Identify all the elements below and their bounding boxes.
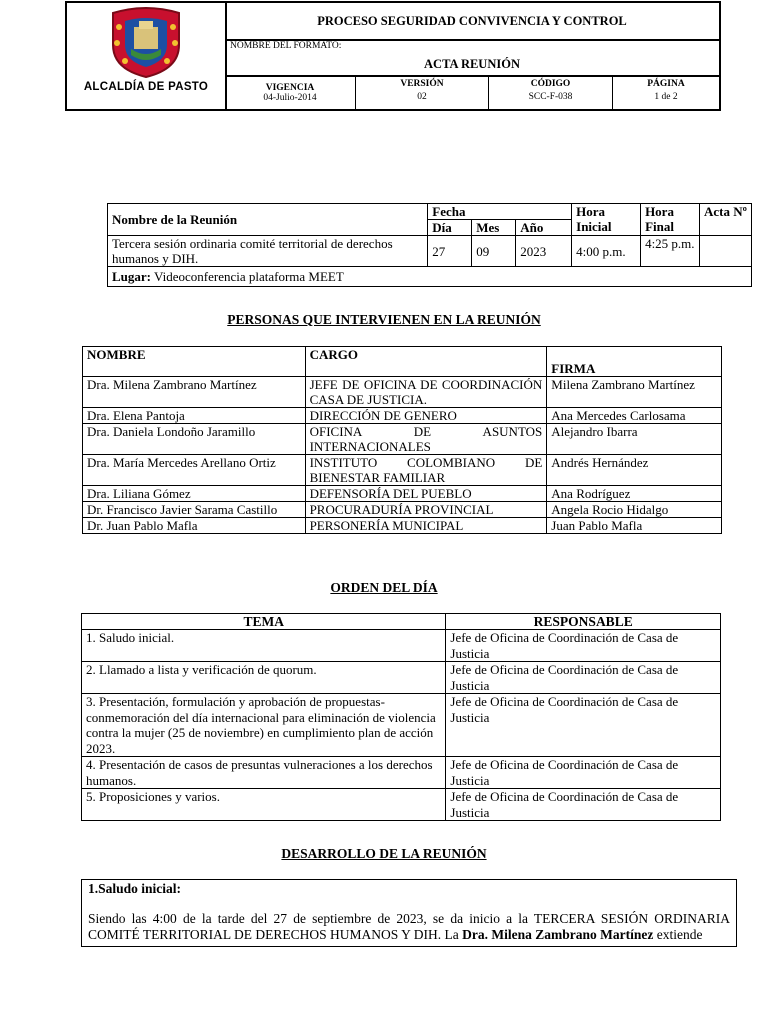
document-header xyxy=(65,1,721,111)
version-label: VERSIÓN xyxy=(400,79,444,89)
agenda-topic: 1. Saludo inicial. xyxy=(82,630,446,662)
table-row xyxy=(83,455,722,486)
pagina-value: 1 de 2 xyxy=(654,92,678,102)
attendee-signature: Andrés Hernández xyxy=(547,455,722,486)
format-name: ACTA REUNIÓN xyxy=(424,57,520,71)
attendee-signature: Alejandro Ibarra xyxy=(547,424,722,455)
agenda-responsible: Jefe de Oficina de Coordinación de Casa de Justicia xyxy=(446,630,721,662)
meeting-hora-inicial: 4:00 p.m. xyxy=(572,236,641,267)
attendee-name: Dra. María Mercedes Arellano Ortiz xyxy=(83,455,306,486)
municipality-name: ALCALDÍA DE PASTO xyxy=(83,81,209,93)
meeting-hora-final: 4:25 p.m. xyxy=(641,236,700,267)
hora-final-label: Hora Final xyxy=(641,204,700,236)
agenda-responsible: Jefe de Oficina de Coordinación de Casa de Justicia xyxy=(446,789,721,821)
mes-label: Mes xyxy=(472,220,516,236)
ano-label: Año xyxy=(516,220,572,236)
format-label: NOMBRE DEL FORMATO: xyxy=(230,41,342,51)
development-paragraph xyxy=(88,911,730,943)
dia-label: Día xyxy=(428,220,472,236)
version-cell xyxy=(356,75,489,109)
pagina-cell xyxy=(613,75,719,109)
agenda-topic: 2. Llamado a lista y verificación de quorum. xyxy=(82,662,446,694)
lugar-row xyxy=(108,267,752,287)
attendee-signature: Milena Zambrano Martínez xyxy=(547,377,722,408)
order-section-title: ORDEN DEL DÍA xyxy=(330,580,438,595)
attendee-role: OFICINA DE ASUNTOS INTERNACIONALES xyxy=(305,424,547,455)
version-value: 02 xyxy=(417,92,427,102)
codigo-value: SCC-F-038 xyxy=(528,92,573,102)
agenda-topic: 3. Presentación, formulación y aprobación de propuestas-conmemoración del día internacional para eliminación de violencia contra la mujer (25 de noviembre) en cumplimiento plan de acción 2023. xyxy=(82,694,446,757)
agenda-responsible: Jefe de Oficina de Coordinación de Casa de Justicia xyxy=(446,757,721,789)
attendee-signature: Angela Rocio Hidalgo xyxy=(547,502,722,518)
vigencia-label: VIGENCIA xyxy=(265,83,315,93)
agenda-topic: 4. Presentación de casos de presuntas vulneraciones a los derechos humanos. xyxy=(82,757,446,789)
table-row xyxy=(83,486,722,502)
pagina-label: PÁGINA xyxy=(647,79,685,89)
lugar-label: Lugar: xyxy=(112,269,151,284)
logo-cell xyxy=(67,3,227,109)
meeting-dia: 27 xyxy=(428,236,472,267)
attendee-name: Dra. Elena Pantoja xyxy=(83,408,306,424)
attendee-role: DEFENSORÍA DEL PUEBLO xyxy=(305,486,547,502)
table-row xyxy=(83,377,722,408)
attendee-role: DIRECCIÓN DE GENERO xyxy=(305,408,547,424)
development-box xyxy=(81,879,737,947)
table-row xyxy=(82,630,721,662)
attendee-role: PROCURADURÍA PROVINCIAL xyxy=(305,502,547,518)
table-row xyxy=(82,789,721,821)
meeting-ano: 2023 xyxy=(516,236,572,267)
agenda-responsible: Jefe de Oficina de Coordinación de Casa de Justicia xyxy=(446,662,721,694)
agenda-topic: 5. Proposiciones y varios. xyxy=(82,789,446,821)
process-title: PROCESO SEGURIDAD CONVIVENCIA Y CONTROL xyxy=(225,3,719,41)
table-row xyxy=(82,757,721,789)
col-cargo-header: CARGO xyxy=(305,347,547,377)
meeting-info-table xyxy=(107,203,752,287)
fecha-label: Fecha xyxy=(428,204,572,220)
attendee-signature: Juan Pablo Mafla xyxy=(547,518,722,534)
development-text-end: extiende xyxy=(653,927,703,942)
table-row xyxy=(82,662,721,694)
table-row xyxy=(83,408,722,424)
attendees-table xyxy=(82,346,722,534)
attendee-name: Dra. Liliana Gómez xyxy=(83,486,306,502)
agenda-responsible: Jefe de Oficina de Coordinación de Casa de Justicia xyxy=(446,694,721,757)
agenda-table xyxy=(81,613,721,821)
meeting-name-label: Nombre de la Reunión xyxy=(108,204,428,236)
col-tema-header: TEMA xyxy=(82,614,446,630)
col-nombre-header: NOMBRE xyxy=(83,347,306,377)
development-text-start: Siendo las 4:00 de la tarde del 27 de septiembre de 2023, se da inicio a la TERCERA SESIÓN ORDINARIA COMITÉ TERRITORIAL DE DERECHOS HUMANOS Y DIH. La xyxy=(88,911,730,942)
vigencia-value: 04-Julio-2014 xyxy=(263,93,317,103)
table-row xyxy=(83,502,722,518)
attendee-role: JEFE DE OFICINA DE COORDINACIÓN CASA DE JUSTICIA. xyxy=(305,377,547,408)
attendee-role: PERSONERÍA MUNICIPAL xyxy=(305,518,547,534)
col-firma-header: FIRMA xyxy=(547,347,722,377)
people-section-title: PERSONAS QUE INTERVIENEN EN LA REUNIÓN xyxy=(227,312,541,327)
attendee-name: Dra. Milena Zambrano Martínez xyxy=(83,377,306,408)
coat-of-arms-logo xyxy=(101,5,191,79)
attendee-role: INSTITUTO COLOMBIANO DE BIENESTAR FAMILIAR xyxy=(305,455,547,486)
attendee-name: Dr. Francisco Javier Sarama Castillo xyxy=(83,502,306,518)
hora-inicial-label: Hora Inicial xyxy=(572,204,641,236)
attendee-name: Dra. Daniela Londoño Jaramillo xyxy=(83,424,306,455)
lugar-value: Videoconferencia plataforma MEET xyxy=(154,269,344,284)
acta-label: Acta Nº xyxy=(700,204,752,236)
attendee-signature: Ana Mercedes Carlosama xyxy=(547,408,722,424)
table-row xyxy=(82,694,721,757)
attendee-signature: Ana Rodríguez xyxy=(547,486,722,502)
col-responsable-header: RESPONSABLE xyxy=(446,614,721,630)
table-row xyxy=(83,518,722,534)
codigo-label: CÓDIGO xyxy=(530,79,571,89)
meeting-mes: 09 xyxy=(472,236,516,267)
meeting-name: Tercera sesión ordinaria comité territorial de derechos humanos y DIH. xyxy=(108,236,428,267)
codigo-cell xyxy=(489,75,613,109)
vigencia-cell xyxy=(225,75,356,109)
development-section-title: DESARROLLO DE LA REUNIÓN xyxy=(281,846,487,861)
development-text-bold: Dra. Milena Zambrano Martínez xyxy=(462,927,654,942)
attendee-name: Dr. Juan Pablo Mafla xyxy=(83,518,306,534)
meeting-acta xyxy=(700,236,752,267)
table-row xyxy=(83,424,722,455)
development-item-title: 1.Saludo inicial: xyxy=(88,881,182,896)
